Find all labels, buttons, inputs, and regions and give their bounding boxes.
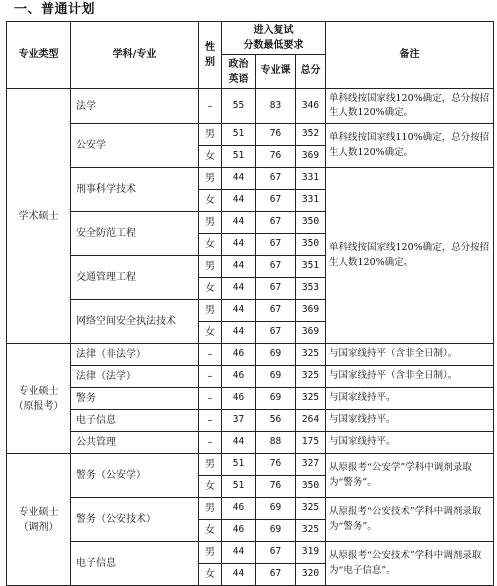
subject-cell: 警务（公安技术） xyxy=(71,498,199,542)
total-score: 369 xyxy=(296,300,326,322)
major-course-score: 67 xyxy=(256,278,296,300)
major-course-score: 67 xyxy=(256,564,296,586)
gender-cell: 女 xyxy=(199,234,222,256)
total-score: 350 xyxy=(296,234,326,256)
subject-cell: 公共管理 xyxy=(71,432,199,454)
gender-cell: – xyxy=(199,388,222,410)
major-course-score: 69 xyxy=(256,498,296,520)
total-score: 351 xyxy=(296,256,326,278)
gender-cell: 男 xyxy=(199,124,222,146)
table-row xyxy=(7,388,494,410)
total-score: 369 xyxy=(296,146,326,168)
total-score: 353 xyxy=(296,278,326,300)
major-course-score: 69 xyxy=(256,344,296,366)
major-course-score: 76 xyxy=(256,476,296,498)
major-course-score: 67 xyxy=(256,190,296,212)
header-remarks: 备注 xyxy=(326,22,494,89)
total-score: 350 xyxy=(296,212,326,234)
total-score: 352 xyxy=(296,124,326,146)
total-score: 331 xyxy=(296,190,326,212)
admission-score-table xyxy=(6,21,494,586)
remark-cell: 单科线按国家线120%确定，总分按招生人数120%确定。 xyxy=(326,89,494,124)
total-score: 319 xyxy=(296,542,326,564)
major-course-score: 67 xyxy=(256,300,296,322)
gender-cell: – xyxy=(199,344,222,366)
total-score: 320 xyxy=(296,564,326,586)
total-score: 369 xyxy=(296,322,326,344)
major-course-score: 67 xyxy=(256,542,296,564)
section-title: 一、普通计划 xyxy=(14,2,96,17)
politics-english-score: 51 xyxy=(222,476,256,498)
table-row xyxy=(7,89,494,124)
major-course-score: 67 xyxy=(256,234,296,256)
politics-english-score: 44 xyxy=(222,432,256,454)
gender-cell: 男 xyxy=(199,542,222,564)
politics-english-score: 46 xyxy=(222,344,256,366)
major-course-score: 76 xyxy=(256,454,296,476)
major-course-score: 76 xyxy=(256,124,296,146)
header-row xyxy=(7,22,494,55)
table-row xyxy=(7,542,494,564)
table-row xyxy=(7,410,494,432)
politics-english-score: 44 xyxy=(222,564,256,586)
header-score-group: 进入复试 分数最低要求 xyxy=(222,22,326,55)
major-course-score: 69 xyxy=(256,520,296,542)
table-row xyxy=(7,432,494,454)
major-course-score: 69 xyxy=(256,388,296,410)
gender-cell: 男 xyxy=(199,256,222,278)
gender-cell: – xyxy=(199,410,222,432)
major-course-score: 56 xyxy=(256,410,296,432)
subject-cell: 安全防范工程 xyxy=(71,212,199,256)
major-course-score: 67 xyxy=(256,212,296,234)
politics-english-score: 44 xyxy=(222,542,256,564)
major-course-score: 67 xyxy=(256,322,296,344)
subject-cell: 电子信息 xyxy=(71,542,199,586)
remark-cell: 与国家线持平。 xyxy=(326,388,494,410)
subject-cell: 电子信息 xyxy=(71,410,199,432)
politics-english-score: 37 xyxy=(222,410,256,432)
total-score: 175 xyxy=(296,432,326,454)
remark-cell: 与国家线持平。 xyxy=(326,432,494,454)
politics-english-score: 51 xyxy=(222,454,256,476)
major-course-score: 83 xyxy=(256,89,296,124)
total-score: 325 xyxy=(296,388,326,410)
politics-english-score: 46 xyxy=(222,498,256,520)
table-row xyxy=(7,454,494,476)
total-score: 325 xyxy=(296,498,326,520)
gender-cell: 男 xyxy=(199,212,222,234)
politics-english-score: 44 xyxy=(222,190,256,212)
table-row xyxy=(7,168,494,190)
politics-english-score: 55 xyxy=(222,89,256,124)
subject-cell: 警务（公安学） xyxy=(71,454,199,498)
politics-english-score: 44 xyxy=(222,322,256,344)
gender-cell: 女 xyxy=(199,476,222,498)
politics-english-score: 51 xyxy=(222,146,256,168)
remark-cell: 与国家线持平。 xyxy=(326,410,494,432)
major-course-score: 76 xyxy=(256,146,296,168)
politics-english-score: 46 xyxy=(222,366,256,388)
total-score: 327 xyxy=(296,454,326,476)
subject-cell: 交通管理工程 xyxy=(71,256,199,300)
total-score: 325 xyxy=(296,366,326,388)
total-score: 325 xyxy=(296,344,326,366)
header-politics-english: 政治 英语 xyxy=(222,55,256,89)
politics-english-score: 44 xyxy=(222,234,256,256)
subject-cell: 公安学 xyxy=(71,124,199,168)
subject-cell: 法学 xyxy=(71,89,199,124)
remark-cell: 单科线按国家线110%确定，总分按招生人数120%确定。 xyxy=(326,124,494,168)
remark-cell: 从原报考“公安技术”学科中调剂录取为“电子信息”。 xyxy=(326,542,494,586)
remark-cell: 从原报考“公安技术”学科中调剂录取为“警务”。 xyxy=(326,498,494,542)
politics-english-score: 46 xyxy=(222,388,256,410)
remark-cell: 与国家线持平（含非全日制）。 xyxy=(326,366,494,388)
politics-english-score: 44 xyxy=(222,256,256,278)
subject-cell: 网络空间安全执法技术 xyxy=(71,300,199,344)
remark-cell: 与国家线持平（含非全日制）。 xyxy=(326,344,494,366)
subject-cell: 刑事科学技术 xyxy=(71,168,199,212)
subject-cell: 法律（法学） xyxy=(71,366,199,388)
major-course-score: 88 xyxy=(256,432,296,454)
gender-cell: – xyxy=(199,89,222,124)
major-course-score: 67 xyxy=(256,256,296,278)
table-row xyxy=(7,344,494,366)
gender-cell: 男 xyxy=(199,498,222,520)
table-row xyxy=(7,124,494,146)
gender-cell: – xyxy=(199,432,222,454)
table-row xyxy=(7,366,494,388)
table-row xyxy=(7,498,494,520)
gender-cell: – xyxy=(199,366,222,388)
total-score: 325 xyxy=(296,520,326,542)
category-cell: 学术硕士 xyxy=(7,89,71,344)
major-course-score: 67 xyxy=(256,168,296,190)
header-gender: 性 别 xyxy=(199,22,222,89)
total-score: 331 xyxy=(296,168,326,190)
gender-cell: 女 xyxy=(199,146,222,168)
politics-english-score: 44 xyxy=(222,300,256,322)
subject-cell: 法律（非法学） xyxy=(71,344,199,366)
politics-english-score: 51 xyxy=(222,124,256,146)
politics-english-score: 46 xyxy=(222,520,256,542)
total-score: 350 xyxy=(296,476,326,498)
header-major-course: 专业课 xyxy=(256,55,296,89)
politics-english-score: 44 xyxy=(222,212,256,234)
major-course-score: 69 xyxy=(256,366,296,388)
category-cell: 专业硕士 （原报考） xyxy=(7,344,71,454)
subject-cell: 警务 xyxy=(71,388,199,410)
gender-cell: 女 xyxy=(199,190,222,212)
header-subject: 学科/专业 xyxy=(71,22,199,89)
gender-cell: 男 xyxy=(199,454,222,476)
gender-cell: 女 xyxy=(199,564,222,586)
gender-cell: 女 xyxy=(199,520,222,542)
total-score: 346 xyxy=(296,89,326,124)
category-cell: 专业硕士 （调剂） xyxy=(7,454,71,586)
total-score: 264 xyxy=(296,410,326,432)
remark-cell: 从原报考“公安学”学科中调剂录取为“警务”。 xyxy=(326,454,494,498)
gender-cell: 女 xyxy=(199,322,222,344)
gender-cell: 女 xyxy=(199,278,222,300)
politics-english-score: 44 xyxy=(222,278,256,300)
remark-cell: 单科线按国家线120%确定，总分按招生人数120%确定。 xyxy=(326,168,494,344)
politics-english-score: 44 xyxy=(222,168,256,190)
gender-cell: 男 xyxy=(199,300,222,322)
header-category: 专业类型 xyxy=(7,22,71,89)
header-total: 总分 xyxy=(296,55,326,89)
gender-cell: 男 xyxy=(199,168,222,190)
